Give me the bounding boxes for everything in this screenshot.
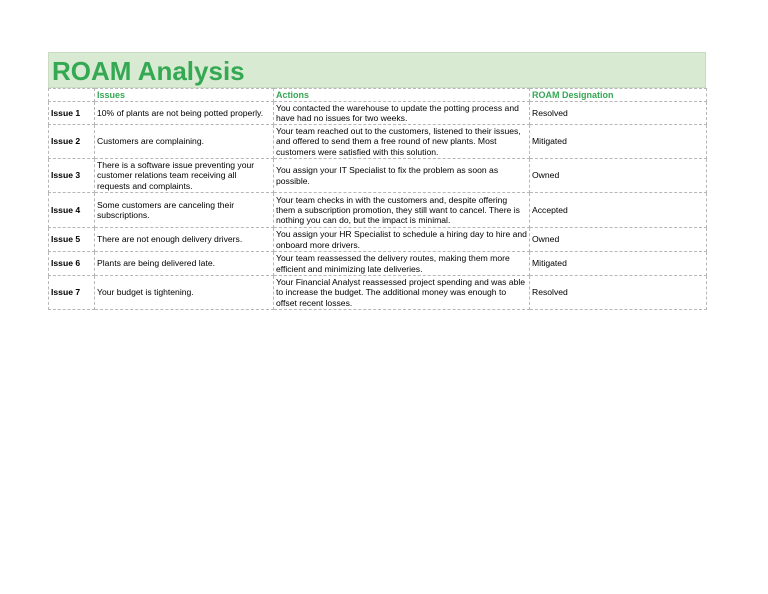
table-row — [49, 193, 707, 228]
action-text: You contacted the warehouse to update the potting process and have had no issues for two weeks. — [274, 102, 530, 125]
header-actions: Actions — [274, 89, 530, 102]
issue-label: Issue 7 — [49, 276, 95, 310]
issue-text: Customers are complaining. — [95, 125, 274, 159]
roam-designation: Owned — [530, 159, 707, 193]
issue-label: Issue 2 — [49, 125, 95, 159]
action-text: Your Financial Analyst reassessed project spending and was able to increase the budget. The additional money was enough to offset recent losses. — [274, 276, 530, 310]
roam-table — [48, 88, 707, 310]
table-row — [49, 228, 707, 252]
issue-label: Issue 3 — [49, 159, 95, 193]
table-row — [49, 159, 707, 193]
header-issues: Issues — [95, 89, 274, 102]
issue-text: Some customers are canceling their subscriptions. — [95, 193, 274, 228]
action-text: You assign your HR Specialist to schedule a hiring day to hire and onboard more drivers. — [274, 228, 530, 252]
header-roam-designation: ROAM Designation — [530, 89, 707, 102]
issue-label: Issue 1 — [49, 102, 95, 125]
table-row — [49, 125, 707, 159]
action-text: Your team reached out to the customers, listened to their issues, and offered to send them a free round of new plants. Most customers were satisfied with this solution. — [274, 125, 530, 159]
action-text: You assign your IT Specialist to fix the problem as soon as possible. — [274, 159, 530, 193]
issue-label: Issue 5 — [49, 228, 95, 252]
title-bar — [48, 52, 706, 88]
roam-designation: Resolved — [530, 102, 707, 125]
issue-text: 10% of plants are not being potted properly. — [95, 102, 274, 125]
roam-designation: Resolved — [530, 276, 707, 310]
issue-label: Issue 6 — [49, 252, 95, 276]
action-text: Your team reassessed the delivery routes, making them more efficient and minimizing late deliveries. — [274, 252, 530, 276]
roam-designation: Mitigated — [530, 252, 707, 276]
roam-sheet — [48, 52, 706, 310]
roam-designation: Accepted — [530, 193, 707, 228]
table-row — [49, 252, 707, 276]
header-issue-label — [49, 89, 95, 102]
table-row — [49, 276, 707, 310]
roam-designation: Owned — [530, 228, 707, 252]
issue-text: There are not enough delivery drivers. — [95, 228, 274, 252]
action-text: Your team checks in with the customers and, despite offering them a subscription promotion, they still want to cancel. There is nothing you can do, but the impact is minimal. — [274, 193, 530, 228]
roam-designation: Mitigated — [530, 125, 707, 159]
header-row — [49, 89, 707, 102]
page-title: ROAM Analysis — [52, 56, 245, 86]
issue-label: Issue 4 — [49, 193, 95, 228]
issue-text: Plants are being delivered late. — [95, 252, 274, 276]
table-row — [49, 102, 707, 125]
issue-text: Your budget is tightening. — [95, 276, 274, 310]
issue-text: There is a software issue preventing your customer relations team receiving all requests and complaints. — [95, 159, 274, 193]
